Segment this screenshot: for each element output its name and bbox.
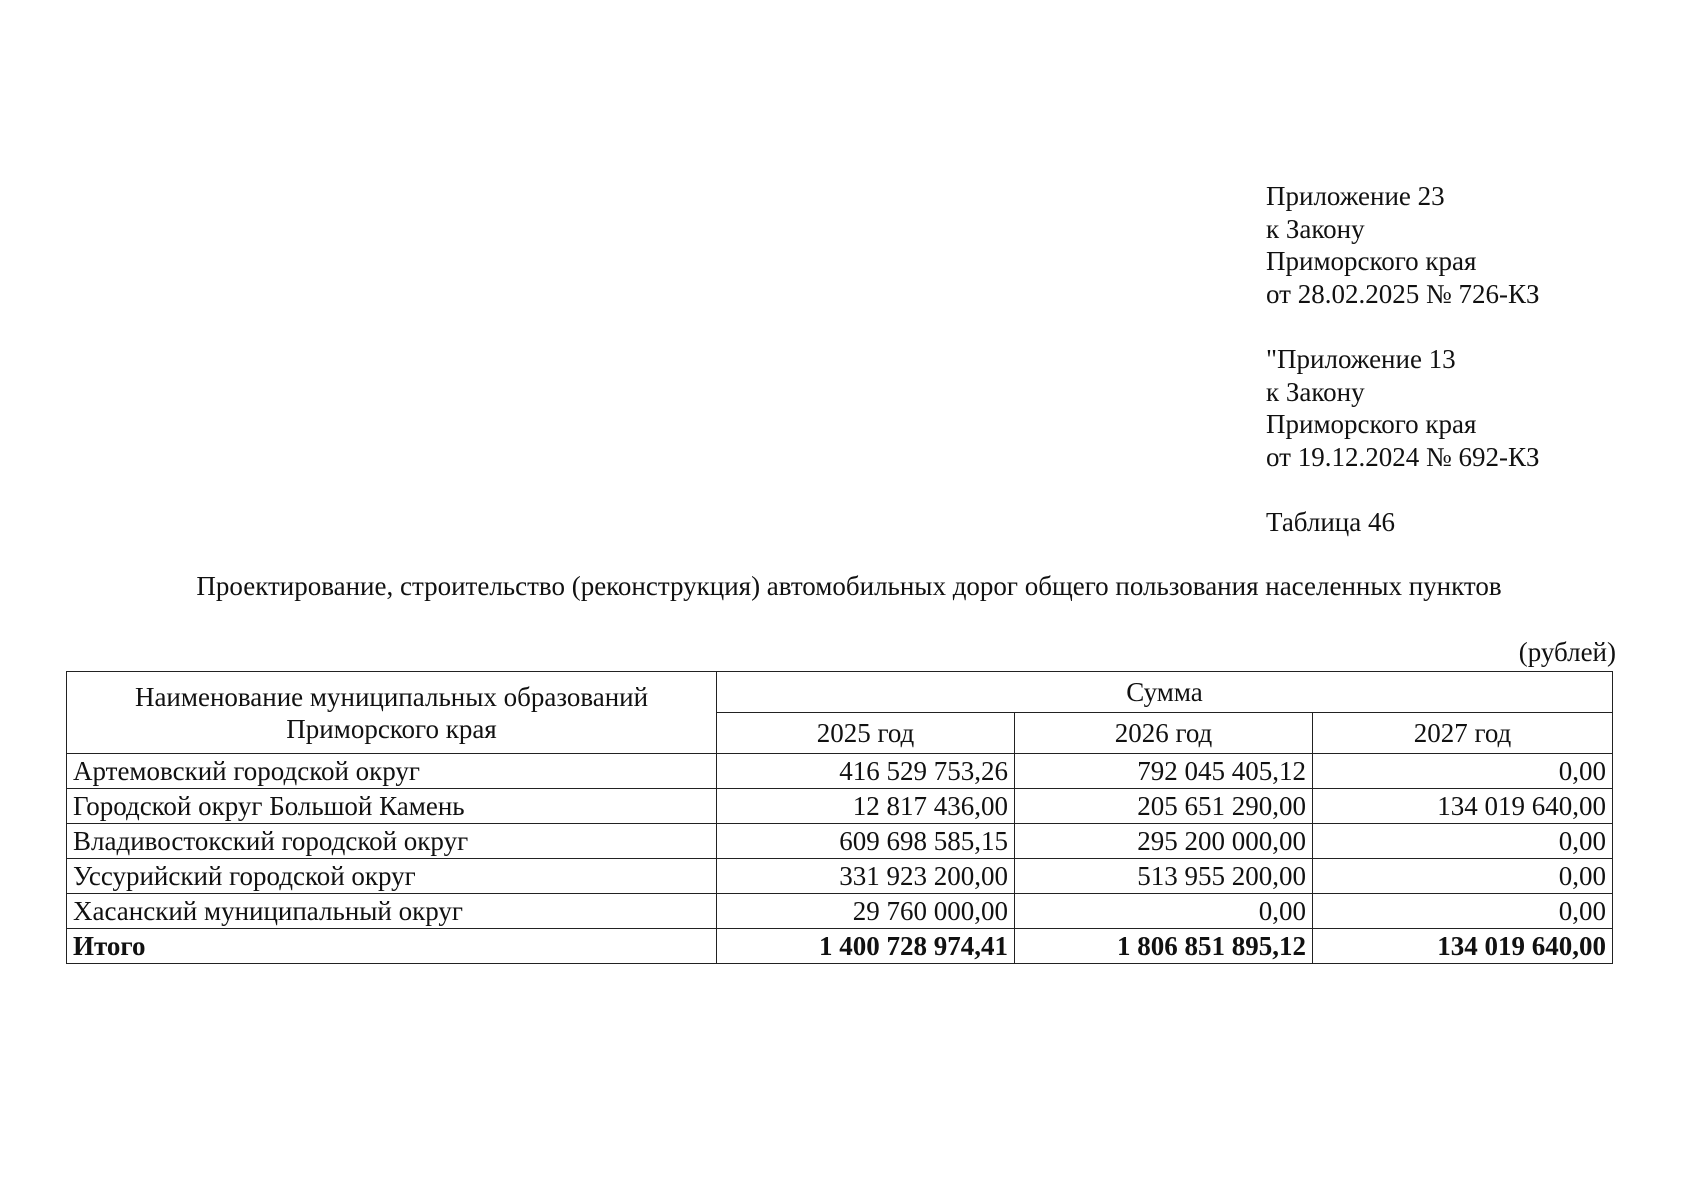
appendix-line: Приморского края [1266, 409, 1477, 439]
document-title: Проектирование, строительство (реконструкция) автомобильных дорог общего пользования населенных пунктов [196, 571, 1502, 601]
municipality-name: Владивостокский городской округ [67, 824, 717, 859]
amount-2025: 331 923 200,00 [717, 859, 1015, 894]
table-row [67, 894, 1613, 929]
amount-2026: 513 955 200,00 [1015, 859, 1313, 894]
amount-2027: 134 019 640,00 [1313, 789, 1613, 824]
table-header-row [67, 672, 1613, 713]
amount-2025: 29 760 000,00 [717, 894, 1015, 929]
amount-2026: 0,00 [1015, 894, 1313, 929]
table-total-row [67, 929, 1613, 964]
total-2026: 1 806 851 895,12 [1015, 929, 1313, 964]
table-number: Таблица 46 [1266, 507, 1395, 537]
total-2027: 134 019 640,00 [1313, 929, 1613, 964]
appendix-line: к Закону [1266, 376, 1365, 407]
appendix-line: от 19.12.2024 № 692-КЗ [1266, 441, 1540, 472]
appendix-line: Приморского края [1266, 246, 1477, 276]
appendix-line: от 28.02.2025 № 726-КЗ [1266, 278, 1540, 309]
amount-2027: 0,00 [1313, 859, 1613, 894]
appendix-reference-current [1266, 180, 1539, 310]
amount-2027: 0,00 [1313, 754, 1613, 789]
amount-2026: 295 200 000,00 [1015, 824, 1313, 859]
table-row [67, 754, 1613, 789]
amount-2027: 0,00 [1313, 894, 1613, 929]
total-label: Итого [67, 929, 717, 964]
column-header-line: Приморского края [286, 713, 497, 744]
table-row [67, 824, 1613, 859]
appendix-line: Приложение 23 [1266, 181, 1445, 211]
budget-table [66, 671, 1613, 964]
column-header-year-2026: 2026 год [1015, 713, 1313, 754]
appendix-line: "Приложение 13 [1266, 344, 1456, 374]
amount-2025: 416 529 753,26 [717, 754, 1015, 789]
municipality-name: Городской округ Большой Камень [67, 789, 717, 824]
column-header-line: Наименование муниципальных образований [134, 681, 649, 712]
municipality-name: Артемовский городской округ [67, 754, 717, 789]
table-row [67, 859, 1613, 894]
column-header-municipality [67, 672, 717, 754]
total-2025: 1 400 728 974,41 [717, 929, 1015, 964]
amount-2025: 609 698 585,15 [717, 824, 1015, 859]
appendix-reference-amended [1266, 343, 1539, 473]
municipality-name: Хасанский муниципальный округ [67, 894, 717, 929]
amount-2025: 12 817 436,00 [717, 789, 1015, 824]
municipality-name: Уссурийский городской округ [67, 859, 717, 894]
appendix-line: к Закону [1266, 213, 1365, 244]
amount-2027: 0,00 [1313, 824, 1613, 859]
amount-2026: 792 045 405,12 [1015, 754, 1313, 789]
column-header-year-2027: 2027 год [1313, 713, 1613, 754]
unit-label: (рублей) [1518, 637, 1616, 667]
amount-2026: 205 651 290,00 [1015, 789, 1313, 824]
table-row [67, 789, 1613, 824]
column-header-sum: Сумма [717, 672, 1613, 713]
column-header-year-2025: 2025 год [717, 713, 1015, 754]
